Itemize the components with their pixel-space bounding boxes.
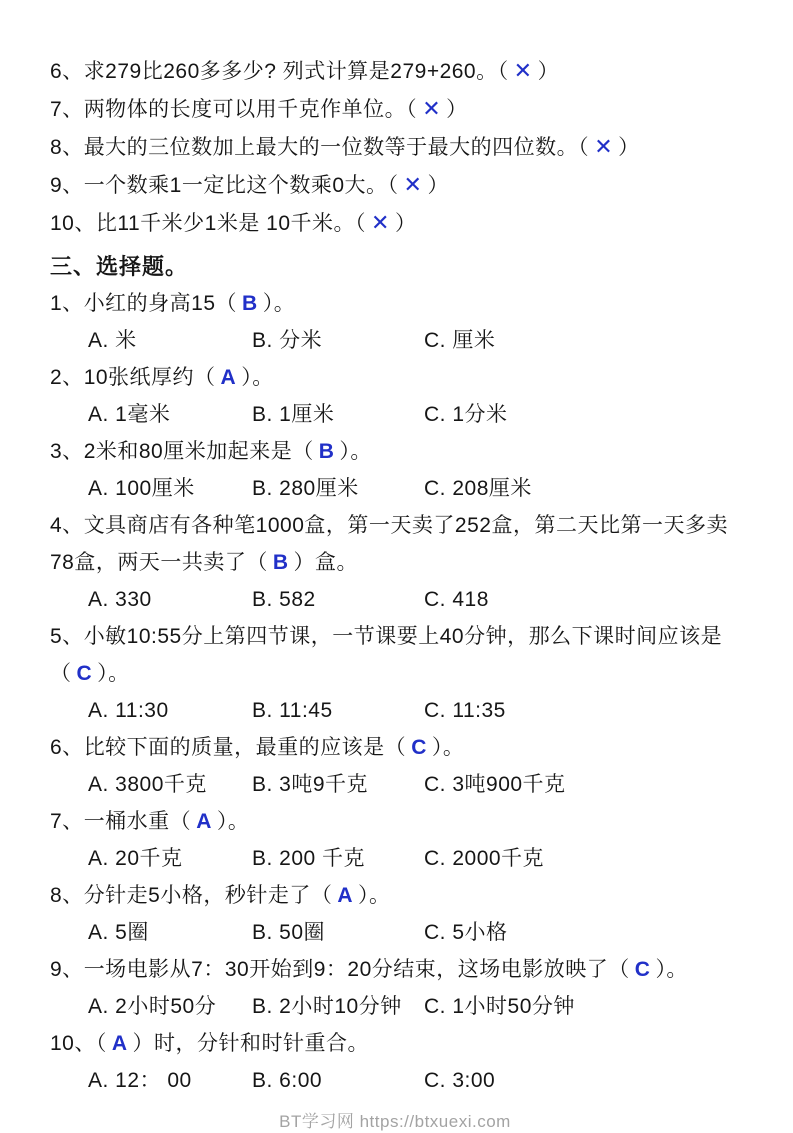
answer-letter: A xyxy=(220,366,237,389)
option-b: B. 1厘米 xyxy=(252,403,335,426)
question-statement-end: ） xyxy=(446,98,468,121)
option-a: A. 2小时50分 xyxy=(88,995,217,1018)
question-text: 小红的身高15（ xyxy=(83,292,238,315)
answer-letter: C xyxy=(411,736,427,759)
options-row xyxy=(50,692,740,729)
judgement-question xyxy=(50,90,740,128)
options-row xyxy=(50,840,740,877)
option-a: A. 12： 00 xyxy=(88,1069,192,1092)
question-number: 9、 xyxy=(50,174,84,197)
question-text-end: ）。 xyxy=(339,440,372,463)
judgement-question xyxy=(50,166,740,204)
option-c: C. 418 xyxy=(424,588,489,611)
answer-letter: C xyxy=(634,958,651,981)
options-row xyxy=(50,1062,740,1099)
choice-question xyxy=(50,507,740,581)
answer-letter: B xyxy=(242,292,258,315)
option-b: B. 2小时10分钟 xyxy=(252,995,402,1018)
question-text-end: ）。 xyxy=(655,958,688,981)
question-statement: 两物体的长度可以用千克作单位。（ xyxy=(83,98,418,121)
question-number: 10、 xyxy=(50,1032,96,1055)
option-c: C. 1小时50分钟 xyxy=(424,995,575,1018)
question-number: 1、 xyxy=(50,292,84,315)
option-c: C. 5小格 xyxy=(424,921,508,944)
options-row xyxy=(50,581,740,618)
question-statement: 比11千米少1米是 10千米。（ xyxy=(95,212,367,235)
option-a: A. 3800千克 xyxy=(88,773,207,796)
question-number: 6、 xyxy=(50,60,84,83)
question-statement-end: ） xyxy=(618,136,640,159)
option-a: A. 5圈 xyxy=(88,921,149,944)
option-a: A. 米 xyxy=(88,329,137,352)
options-row xyxy=(50,766,740,803)
option-c: C. 3:00 xyxy=(424,1069,496,1092)
option-a: A. 20千克 xyxy=(88,847,183,870)
question-text: 分针走5小格，秒针走了（ xyxy=(83,884,333,907)
judgement-question xyxy=(50,204,740,242)
question-number: 10、 xyxy=(50,212,96,235)
question-text-end: ）盒。 xyxy=(293,551,359,574)
option-c: C. 1分米 xyxy=(424,403,508,426)
option-b: B. 280厘米 xyxy=(252,477,359,500)
choice-question xyxy=(50,877,740,914)
question-text-end: ）。 xyxy=(431,736,465,759)
options-row xyxy=(50,914,740,951)
footer-watermark: BT学习网 https://btxuexi.com xyxy=(279,1112,511,1131)
option-a: A. 1毫米 xyxy=(88,403,171,426)
question-statement: 最大的三位数加上最大的一位数等于最大的四位数。（ xyxy=(83,136,590,159)
question-text: 一场电影从7：30开始到9：20分结束，这场电影放映了（ xyxy=(83,958,630,981)
judgement-section xyxy=(50,52,740,242)
question-text-end: ）。 xyxy=(216,810,250,833)
options-row xyxy=(50,988,740,1025)
judgement-question xyxy=(50,52,740,90)
answer-letter: B xyxy=(318,440,335,463)
options-row xyxy=(50,322,740,359)
question-number: 6、 xyxy=(50,736,84,759)
option-b: B. 6:00 xyxy=(252,1069,323,1092)
choice-question xyxy=(50,1025,740,1062)
question-text-end: ）。 xyxy=(262,292,296,315)
answer-mark: ✕ xyxy=(594,134,614,159)
question-statement-end: ） xyxy=(427,174,449,197)
question-number: 9、 xyxy=(50,958,84,981)
question-text-end: ）时，分针和时针重合。 xyxy=(132,1032,370,1055)
option-b: B. 3吨9千克 xyxy=(252,773,369,796)
judgement-question xyxy=(50,128,740,166)
option-c: C. 3吨900千克 xyxy=(424,773,566,796)
question-text: 小敏10:55分上第四节课，一节课要上40分钟，那么下课时间应该是（ xyxy=(50,625,723,685)
question-text-end: ）。 xyxy=(97,662,130,685)
answer-mark: ✕ xyxy=(403,172,423,197)
answer-mark: ✕ xyxy=(371,210,390,235)
option-c: C. 208厘米 xyxy=(424,477,532,500)
question-number: 7、 xyxy=(50,810,84,833)
answer-mark: ✕ xyxy=(422,96,442,121)
question-text-end: ）。 xyxy=(358,884,391,907)
option-b: B. 11:45 xyxy=(252,699,333,722)
choice-question xyxy=(50,285,740,322)
option-a: A. 100厘米 xyxy=(88,477,195,500)
question-number: 4、 xyxy=(50,514,84,537)
question-number: 2、 xyxy=(50,366,84,389)
answer-mark: ✕ xyxy=(513,58,533,83)
options-row xyxy=(50,470,740,507)
option-c: C. 厘米 xyxy=(424,329,496,352)
question-statement: 求279比260多多少? 列式计算是279+260。（ xyxy=(83,60,509,83)
section-heading: 三、选择题。 xyxy=(50,254,189,279)
choice-question xyxy=(50,618,740,692)
choice-question xyxy=(50,433,740,470)
question-number: 5、 xyxy=(50,625,84,648)
question-number: 3、 xyxy=(50,440,84,463)
choice-question xyxy=(50,729,740,766)
option-c: C. 11:35 xyxy=(424,699,506,722)
question-statement: 一个数乘1一定比这个数乘0大。（ xyxy=(83,174,399,197)
answer-letter: A xyxy=(337,884,354,907)
question-text: （ xyxy=(95,1032,107,1055)
option-b: B. 50圈 xyxy=(252,921,326,944)
question-statement-end: ） xyxy=(537,60,560,83)
question-text: 比较下面的质量，最重的应该是（ xyxy=(83,736,407,759)
question-number: 8、 xyxy=(50,136,84,159)
option-b: B. 分米 xyxy=(252,329,323,352)
option-a: A. 330 xyxy=(88,588,152,611)
question-number: 8、 xyxy=(50,884,84,907)
question-number: 7、 xyxy=(50,98,84,121)
option-a: A. 11:30 xyxy=(88,699,169,722)
question-text: 10张纸厚约（ xyxy=(83,366,216,389)
option-b: B. 582 xyxy=(252,588,316,611)
choice-question xyxy=(50,359,740,396)
question-text: 2米和80厘米加起来是（ xyxy=(83,440,314,463)
choice-question xyxy=(50,951,740,988)
question-text: 文具商店有各种笔1000盒，第一天卖了252盒，第二天比第一天多卖78盒，两天一共卖了（ xyxy=(50,514,728,574)
choice-question xyxy=(50,803,740,840)
options-row xyxy=(50,396,740,433)
option-b: B. 200 千克 xyxy=(252,847,366,870)
answer-letter: B xyxy=(272,551,289,574)
answer-letter: A xyxy=(111,1032,128,1055)
question-statement-end: ） xyxy=(394,212,417,235)
answer-letter: A xyxy=(196,810,212,833)
option-c: C. 2000千克 xyxy=(424,847,545,870)
answer-letter: C xyxy=(76,662,93,685)
question-text-end: ）。 xyxy=(241,366,274,389)
choice-section xyxy=(50,285,740,1099)
question-text: 一桶水重（ xyxy=(83,810,192,833)
